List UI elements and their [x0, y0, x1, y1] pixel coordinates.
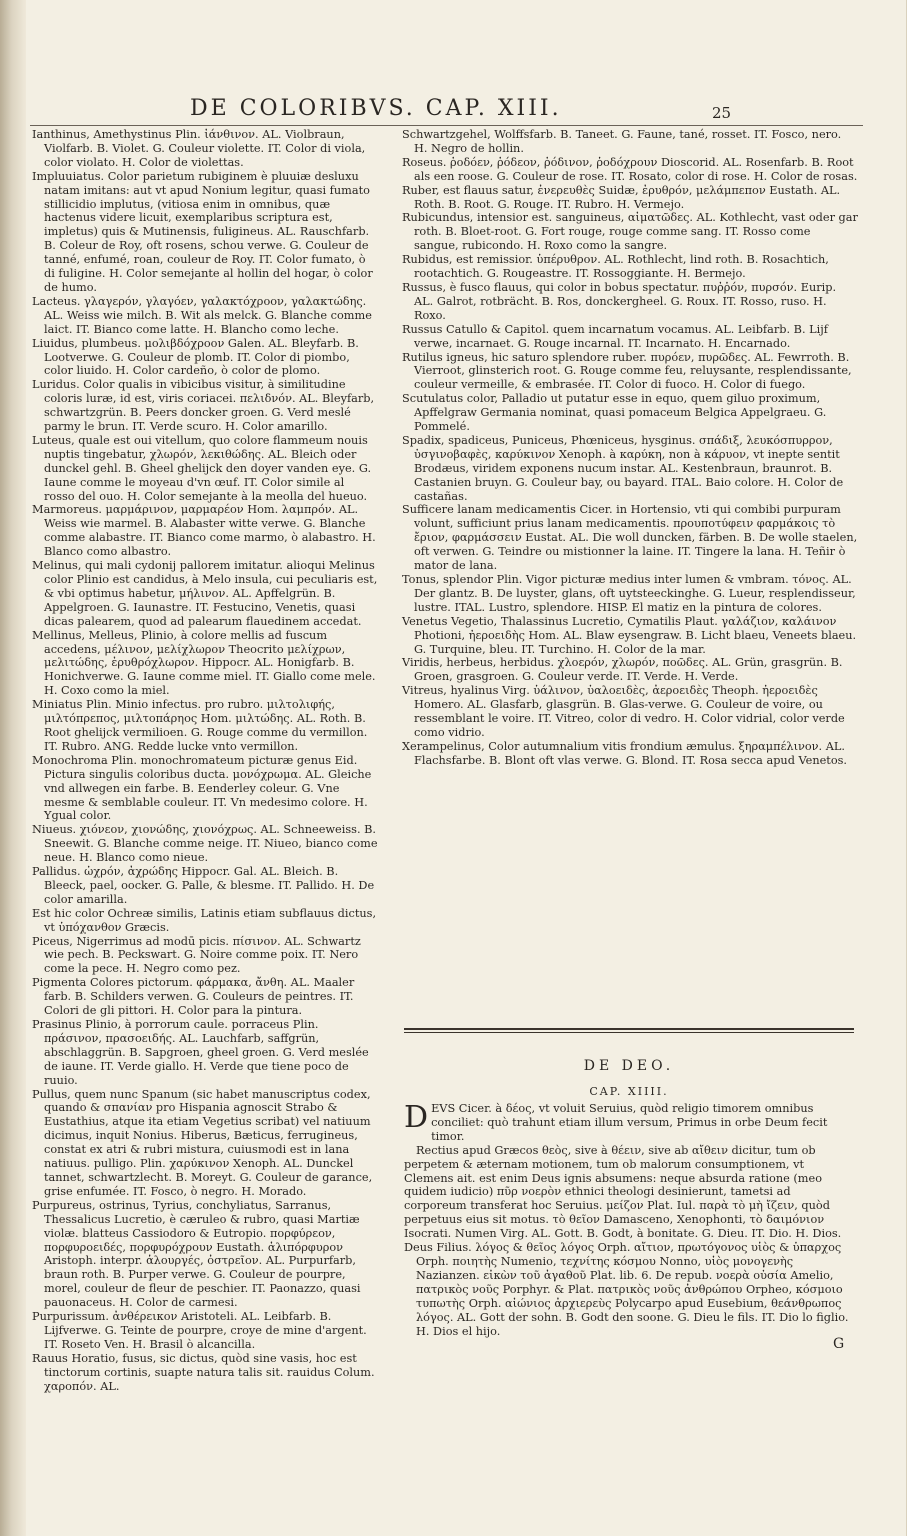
dictionary-entry: Purpureus, ostrinus, Tyrius, conchyliatus, Sarranus, Thessalicus Lucretio, è cæruleo & rubro, quasi Martiæ violæ. blatteus Cassiodoro & Eutropio. πορφύρεον, πορφυροειδές, πορφυρόχρουν Eustath. ἁλιπόρφυρον Aristoph. interpr. ἁλουργές, ὀστρεῖον. AL. Purpurfarb, braun roth. B. Purper verwe. G. Couleur de pourpre, morel, couleur de fleur de peschier. IT. Paonazzo, quasi pauonaceus. H. Color de carmesi.	[32, 1198, 361, 1310]
chapter-heading: CAP. XIIII.	[589, 1085, 669, 1098]
dictionary-entry: Rauus Horatio, fusus, sic dictus, quòd sine vasis, hoc est tinctorum cortinis, suapte natura talis sit. rauidus Colum. χαροπόν. AL.	[32, 1351, 375, 1393]
dictionary-entry: Spadix, spadiceus, Puniceus, Phœniceus, hysginus. σπάδιξ, λευκόσπυρρον, ὑσγινοβαφὲς, καρύκινον Xenoph. à καρύκη, non à κάρυον, vt inepte sentit Brodæus, viridem exponens nucum instar. AL. Kestenbraun, braunrot. B. Castanien bruyn. G. Couleur bay, ou bayard. ITAL. Baio colore. H. Color de castañas.	[402, 433, 844, 503]
dictionary-entry: Ruber, est flauus satur, ἐνερευθὲς Suidæ, ἐρυθρόν, μελάμπεπον Eustath. AL. Roth. B. Root. G. Rouge. IT. Rubro. H. Vermejo.	[402, 183, 841, 211]
dictionary-entry: Marmoreus. μαρμάρινον, μαρμαρέον Hom. λαμπρόν. AL. Weiss wie marmel. B. Alabaster witte verwe. G. Blanche comme alabastre. IT. Bianco come marmo, ò alabastro. H. Blanco como albastro.	[32, 503, 376, 559]
right-column	[402, 128, 858, 768]
section-divider	[404, 1028, 854, 1033]
dictionary-entry: Purpurissum. ἀνθέρεικον Aristoteli. AL. Leibfarb. B. Lijfverwe. G. Teinte de pourpre, croye de mine d'argent. IT. Roseto Ven. H. Brasil ò alcancilla.	[32, 1310, 367, 1351]
dictionary-entry: Sufficere lanam medicamentis Cicer. in Hortensio, vti qui combibi purpuram volunt, sufficiunt prius lanam medicamentis. προυποτύφειν φαρμάκοις τὸ ἔριον, φαρμάσσειν Eustat. AL. Die woll duncken, färben. B. De wolle staelen, oft verwen. G. Teindre ou mistionner la laine. IT. Tingere la lana. H. Teñir ò mator de lana.	[402, 503, 858, 573]
dictionary-entry: Liuidus, plumbeus. μολιβδόχροον Galen. AL. Bleyfarb. B. Lootverwe. G. Couleur de plomb. IT. Color di piombo, color liuido. H. Color cardeño, ò color de plomo.	[32, 336, 359, 378]
dictionary-entry: Rutilus igneus, hic saturo splendore ruber. πυρόεν, πυρῶδες. AL. Fewrroth. B. Vierroot, glinsterich root. G. Rouge comme feu, reluysante, resplendissante, couleur vermeille, & embrasée. IT. Color di fuoco. H. Color di fuego.	[402, 350, 852, 392]
dictionary-entry: Prasinus Plinio, à porrorum caule. porraceus Plin. πράσινον, πρασοειδής. AL. Lauchfarb, saffgrün, abschlaggrün. B. Sapgroen, gheel groen. G. Verd meslée de iaune. IT. Verde giallo. H. Verde que tiene poco de ruuio.	[32, 1018, 369, 1087]
dictionary-entry: Pullus, quem nunc Spanum (sic habet manuscriptus codex, quando & σπανίαν pro Hispania agnoscit Strabo & Eustathius, atque ita etiam Vegetius scribat) vel natiuum dicimus, inquit Nonius. Hiberus, Bæticus, ferrugineus, constat ex atri & rubri mistura, cuiusmodi est in lana natiuus. pulligo. Plin. χαρύκινον Xenoph. AL. Dunckel tannet, schwartzlecht. B. Moreyt. G. Couleur de garance, grise enfumée. IT. Fosco, ò negro. H. Morado.	[32, 1087, 373, 1198]
dictionary-entry: Scutulatus color, Palladio ut putatur esse in equo, quem giluo proximum, Apffelgraw Germania nominat, quasi pomaceum Belgica Appelgraeu. G. Pommelé.	[402, 392, 827, 434]
paragraph-text: EVS Cicer. à δέος, vt voluit Seruius, quòd religio timorem omnibus conciliet: quò trahunt etiam illum versum, Primus in orbe Deum fecit timor.	[431, 1102, 828, 1143]
drop-cap: D	[404, 1100, 429, 1135]
dictionary-entry: Pallidus. ὠχρόν, ἀχρώδης Hippocr. Gal. AL. Bleich. B. Bleeck, pael, oocker. G. Palle, & blesme. IT. Pallido. H. De color amarilla.	[32, 865, 375, 906]
dictionary-entry: Miniatus Plin. Minio infectus. pro rubro. μιλτολιφής, μιλτόπρεπος, μιλτοπάρηος Hom. μιλτώδης. AL. Roth. B. Root ghelijck vermilioen. G. Rouge comme du vermillon. IT. Rubro. ANG. Redde lucke vnto vermillon.	[32, 698, 368, 753]
dictionary-entry: Schwartzgehel, Wolffsfarb. B. Taneet. G. Faune, tané, rosset. IT. Fosco, nero. H. Negro de hollin.	[402, 128, 842, 155]
dictionary-entry: Russus, è fusco flauus, qui color in bobus spectatur. πυῤῥόν, πυρσόν. Eurip. AL. Galrot, rotbrächt. B. Ros, donckergheel. G. Roux. IT. Rosso, ruso. H. Roxo.	[402, 280, 837, 322]
dictionary-entry: Rubidus, est remissior. ὑπέρυθρον. AL. Rothlecht, lind roth. B. Rosachtich, rootachtich. G. Rougeastre. IT. Rossoggiante. H. Bermejo.	[402, 253, 829, 281]
dictionary-entry: Melinus, qui mali cydonij pallorem imitatur. alioqui Melinus color Plinio est candidus, à Melo insula, cui peculiaris est, & vbi optimus habetur, μήλινον. AL. Apffelgrün. B. Appelgroen. G. Iaunastre. IT. Festucino, Venetis, quasi dicas palearem, quod ad palearum flauedinem accedat.	[32, 559, 378, 628]
dictionary-entry: Tonus, splendor Plin. Vigor picturæ medius inter lumen & vmbram. τόνος. AL. Der glantz. B. De luyster, glans, oft uytsteeckinghe. G. Lueur, resplendisseur, lustre. ITAL. Lustro, splendore. HISP. El matiz en la pintura de colores.	[402, 573, 856, 614]
dictionary-entry: Roseus. ῥοδόεν, ῥόδεον, ῥόδινον, ῥοδόχρουν Dioscorid. AL. Rosenfarb. B. Root als een roose. G. Couleur de rose. IT. Rosato, color di rose. H. Color de rosas.	[402, 155, 858, 183]
catchword: G	[833, 1336, 845, 1352]
dictionary-entry: Rubicundus, intensior est. sanguineus, αἱματῶδες. AL. Kothlecht, vast oder gar roth. B. Bloet-root. G. Fort rouge, rouge comme sang. IT. Rosso come sangue, rubicondo. H. Roxo como la sangre.	[402, 211, 858, 253]
section-body	[404, 1102, 856, 1338]
header-rule	[30, 125, 863, 126]
dictionary-entry: Pigmenta Colores pictorum. φάρμακα, ἄνθη. AL. Maaler farb. B. Schilders verwen. G. Couleurs de peintres. IT. Colori de gli pittori. H. Color para la pintura.	[32, 976, 355, 1018]
section-paragraph	[404, 1102, 856, 1144]
dictionary-entry: Vitreus, hyalinus Virg. ὑάλινον, ὑαλοειδὲς, ἀεροειδὲς Theoph. ἠεροειδὲς Homero. AL. Glasfarb, glasgrün. B. Glas-verwe. G. Couleur de voire, ou ressemblant le voire. IT. Vitreo, color di vedro. H. Color vidrial, color verde como vidrio.	[402, 684, 845, 739]
dictionary-entry: Piceus, Nigerrimus ad modū picis. πίσινον. AL. Schwartz wie pech. B. Peckswart. G. Noire comme poix. IT. Nero come la pece. H. Negro como pez.	[32, 934, 361, 976]
dictionary-entry: Mellinus, Melleus, Plinio, à colore mellis ad fuscum accedens, μέλινον, μελίχλωρον Theocrito μελίχρων, μελιτώδης, ἐρυθρόχλωρον. Hippocr. AL. Honigfarb. B. Honichverwe. G. Iaune comme miel. IT. Giallo come mele. H. Coxo como la miel.	[32, 628, 376, 698]
section-title: DE DEO.	[583, 1058, 675, 1074]
dictionary-entry: Lacteus. γλαγερόν, γλαγόεν, γαλακτόχροον, γαλακτώδης. AL. Weiss wie milch. B. Wit als melck. G. Blanche comme laict. IT. Bianco come latte. H. Blancho como leche.	[32, 294, 372, 336]
dictionary-entry: Luteus, quale est oui vitellum, quo colore flammeum nouis nuptis tingebatur, χλωρόν, λεκιθώδης. AL. Bleich oder dunckel gehl. B. Gheel ghelijck den doyer vanden eye. G. Iaune comme le moyeau d'vn œuf. IT. Color simile al rosso del ouo. H. Color semejante à la meolla del hueuo.	[32, 433, 372, 503]
running-header: DE COLORIBVS. CAP. XIII.	[190, 96, 562, 121]
dictionary-entry: Ianthinus, Amethystinus Plin. ἰάνθινον. AL. Violbraun, Violfarb. B. Violet. G. Couleur violette. IT. Color di viola, color violato. H. Color de violettas.	[32, 128, 366, 169]
section-paragraph: Deus Filius. λόγος & θεῖος λόγος Orph. αἴτιον, πρωτόγονος υἱὸς & ὑπαρχος Orph. ποιητὴς Numenio, τεχνίτης κόσμου Nonno, υἱὸς μονογενὴς Nazianzen. εἰκὼν τοῦ ἀγαθοῦ Plat. lib. 6. De repub. νοερὰ οὐσία Amelio, πατρικὸς νοῦς Porphyr. & Plat. πατρικὸς νοῦς ἀνθρώπου Orpheo, κόσμοιο τυπωτὴς Orph. αἰώνιος ἀρχιερεὺς Polycarpo apud Eusebium, θεάνθρωπος λόγος. AL. Gott der sohn. B. Godt den soone. G. Dieu le fils. IT. Dio lo figlio. H. Dios el hijo.	[404, 1241, 849, 1338]
dictionary-entry: Viridis, herbeus, herbidus. χλοερόν, χλωρόν, ποῶδες. AL. Grün, grasgrün. B. Groen, grasgroen. G. Couleur verde. IT. Verde. H. Verde.	[402, 656, 843, 684]
binding-shadow	[0, 0, 26, 1536]
dictionary-entry: Monochroma Plin. monochromateum picturæ genus Eid. Pictura singulis coloribus ducta. μονόχρωμα. AL. Gleiche vnd allwegen ein farbe. B. Eenderley coleur. G. Vne mesme & semblable couleur. IT. Vn medesimo colore. H. Ygual color.	[32, 753, 372, 823]
dictionary-entry: Venetus Vegetio, Thalassinus Lucretio, Cymatilis Plaut. γαλάζιον, καλάινον Photioni, ἠεροειδὴς Hom. AL. Blaw eysengraw. B. Licht blaeu, Veneets blaeu. G. Turquine, bleu. IT. Turchino. H. Color de la mar.	[402, 614, 857, 656]
section-paragraph: Rectius apud Græcos θεὸς, sive à θέειν, sive ab αἴθειν dicitur, tum ob perpetem & æternam motionem, tum ob malorum consumptionem, vt Clemens ait. est enim Deus ignis absumens: neque absurda ratione (meo quidem iudicio) πῦρ νοερὸν ethnici theologi desinierunt, tametsi ad corporeum transferat hoc Seruius. μείζον Plat. Iul. παρὰ τὸ μὴ ἴζειν, quòd perpetuus eius sit motus. τὸ θεῖον Damasceno, Xenophonti, τὸ δαιμόνιον Isocrati. Numen Virg. AL. Gott. B. Godt, à bonitate. G. Dieu. IT. Dio. H. Dios.	[404, 1143, 842, 1241]
dictionary-entry: Xerampelinus, Color autumnalium vitis frondium æmulus. ξηραμπέλινον. AL. Flachsfarbe. B. Blont oft vlas verwe. G. Blond. IT. Rosa secca apud Venetos.	[402, 739, 848, 767]
dictionary-entry: Impluuiatus. Color parietum rubiginem è pluuiæ desluxu natam imitans: aut vt apud Nonium legitur, quasi fumato stillicidio implutus, (vitiosa enim in omnibus, quæ hactenus videre licuit, exemplaribus scriptura est, impletus) quis & Mutinensis, fuligineus. AL. Rauschfarb. B. Coleur de Roy, oft rosens, schou verwe. G. Couleur de tanné, enfumé, roan, couleur de Roy. IT. Color fumato, ò di fuligine. H. Color semejante al hollin del hogar, ò color de humo.	[32, 169, 373, 294]
page-number: 25	[712, 104, 732, 122]
dictionary-entry: Russus Catullo & Capitol. quem incarnatum vocamus. AL. Leibfarb. B. Lijf verwe, incarnaet. G. Rouge incarnal. IT. Incarnato. H. Encarnado.	[402, 322, 828, 350]
left-column	[32, 128, 378, 1393]
dictionary-entry: Luridus. Color qualis in vibicibus visitur, à similitudine coloris luræ, id est, viris coriacei. πελιδνόν. AL. Bleyfarb, schwartzgrün. B. Peers doncker groen. G. Verd meslé parmy le brun. IT. Verde scuro. H. Color amarillo.	[32, 378, 375, 434]
dictionary-entry: Est hic color Ochreæ similis, Latinis etiam subflauus dictus, vt ὑπόχανθον Græcis.	[32, 906, 377, 934]
dictionary-entry: Niueus. χιόνεον, χιονώδης, χιονόχρως. AL. Schneeweiss. B. Sneewit. G. Blanche comme neige. IT. Niueo, bianco come neue. H. Blanco como nieue.	[32, 823, 378, 865]
